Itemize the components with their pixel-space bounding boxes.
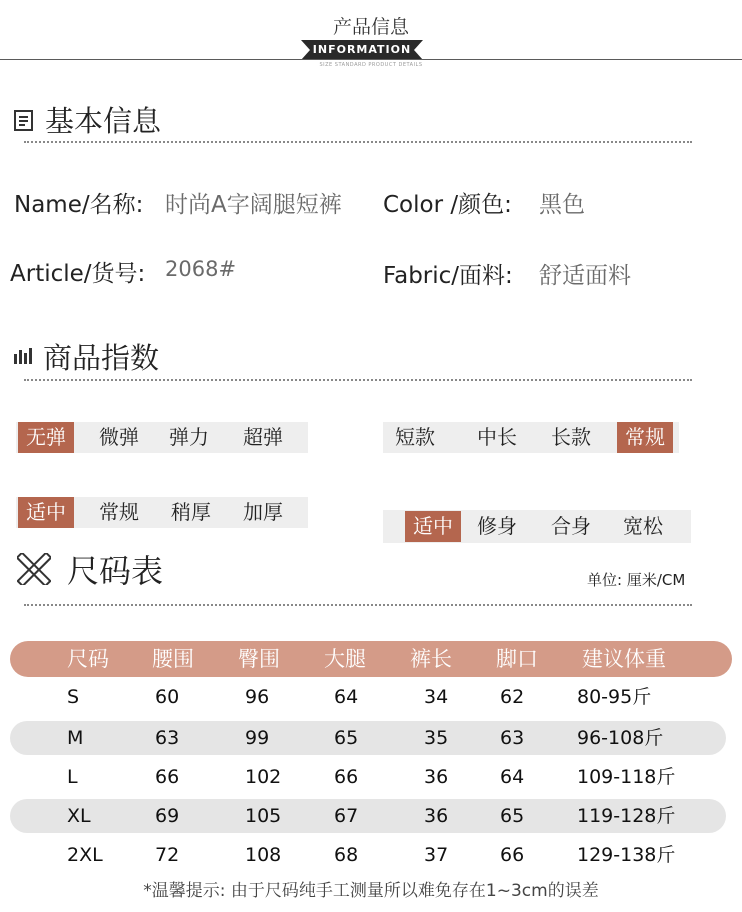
weight-cell: 96-108斤 [577,727,664,749]
information-ribbon [301,40,423,60]
thickness-option: 适中 [18,497,74,528]
header-cell: 尺码 [67,647,109,671]
header-cell: 建议体重 [582,647,666,671]
article-label: Article/货号: [10,261,146,287]
length-cell: 35 [424,727,449,749]
measurement-note: *温馨提示: 由于尺码纯手工测量所以难免存在1~3cm的误差 [143,881,599,901]
length-cell: 34 [424,686,449,708]
name-label: Name/名称: [14,192,144,218]
hem-cell: 65 [500,805,525,827]
hip-cell: 108 [245,844,282,866]
waist-cell: 63 [155,727,180,749]
length-cell: 36 [424,805,449,827]
hem-cell: 66 [500,844,525,866]
bar-chart-icon [13,347,33,365]
hip-cell: 105 [245,805,282,827]
fabric-value: 舒适面料 [539,263,631,289]
fit-option: 修身 [477,514,517,538]
size-chart-divider [24,604,692,606]
length-option: 短款 [395,425,435,449]
size-chart-title: 尺码表 [67,552,164,590]
color-value: 黑色 [539,192,585,218]
thigh-cell: 65 [334,727,359,749]
thigh-cell: 67 [334,805,359,827]
hip-cell: 99 [245,727,270,749]
header-title: 产品信息 [332,16,409,38]
waist-cell: 60 [155,686,180,708]
header-cell: 裤长 [410,647,452,671]
fit-option: 适中 [405,511,461,542]
thigh-cell: 64 [334,686,359,708]
hem-cell: 64 [500,766,525,788]
unit-label: 单位: 厘米/CM [587,571,686,589]
weight-cell: 129-138斤 [577,844,676,866]
elasticity-option: 无弹 [18,422,74,453]
length-option: 常规 [617,422,673,453]
waist-cell: 72 [155,844,180,866]
elasticity-option: 弹力 [169,425,209,449]
thickness-option: 加厚 [243,500,283,524]
header-cell: 臀围 [238,647,280,671]
product-index-title: 商品指数 [43,341,160,375]
size-cell: 2XL [67,844,103,866]
header-cell: 大腿 [324,647,366,671]
name-value: 时尚A字阔腿短裤 [165,192,342,218]
ribbon-label: INFORMATION [312,43,412,56]
thickness-option: 稍厚 [171,500,211,524]
elasticity-option: 微弹 [99,425,139,449]
basic-info-divider [24,141,692,143]
size-cell: L [67,766,78,788]
length-option: 中长 [477,425,517,449]
elasticity-option: 超弹 [243,425,283,449]
size-cell: XL [67,805,91,827]
header-cell: 脚口 [496,647,538,671]
document-icon [13,108,35,132]
thigh-cell: 66 [334,766,359,788]
weight-cell: 119-128斤 [577,805,676,827]
thigh-cell: 68 [334,844,359,866]
waist-cell: 66 [155,766,180,788]
fit-option: 宽松 [623,514,663,538]
article-value: 2068# [165,257,237,281]
hip-cell: 102 [245,766,282,788]
waist-cell: 69 [155,805,180,827]
color-label: Color /颜色: [383,192,512,218]
weight-cell: 109-118斤 [577,766,676,788]
fabric-label: Fabric/面料: [383,263,513,289]
weight-cell: 80-95斤 [577,686,652,708]
size-cell: M [67,727,84,749]
header-subtitle: SIZE STANDARD PRODUCT DETAILS [319,62,423,68]
thickness-option: 常规 [99,500,139,524]
fit-option: 合身 [551,514,591,538]
header-cell: 腰围 [152,647,194,671]
hem-cell: 63 [500,727,525,749]
header-divider [0,59,742,60]
product-index-divider [24,379,692,381]
hip-cell: 96 [245,686,270,708]
length-option: 长款 [551,425,591,449]
size-cell: S [67,686,80,708]
basic-info-title: 基本信息 [45,104,162,138]
hem-cell: 62 [500,686,525,708]
length-cell: 36 [424,766,449,788]
ruler-pencil-icon [17,553,51,585]
length-cell: 37 [424,844,449,866]
